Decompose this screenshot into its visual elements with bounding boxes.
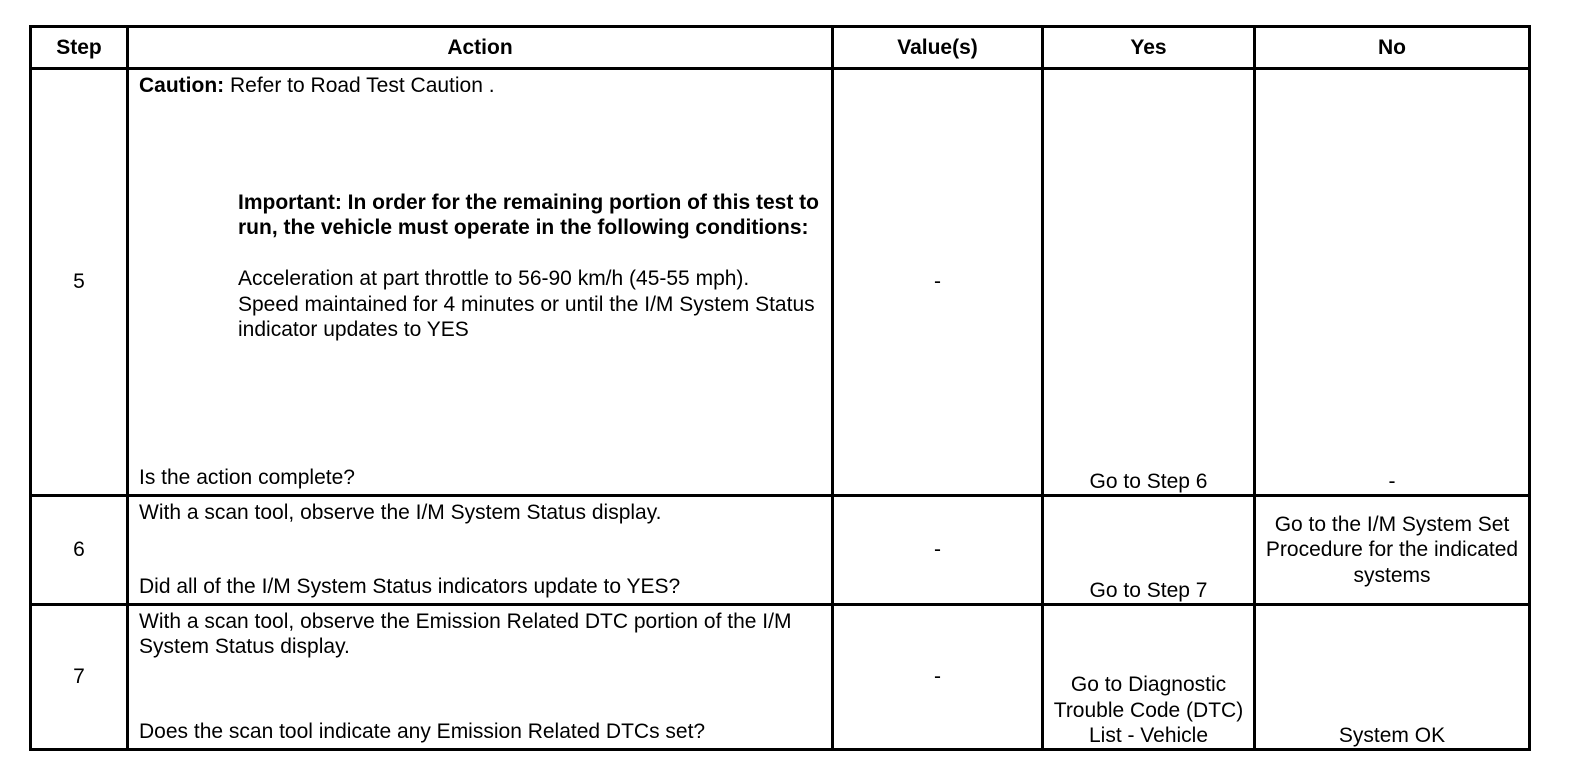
header-values: Value(s) [833,27,1043,69]
values-cell: - [833,605,1043,750]
question-text: Is the action complete? [139,465,355,489]
caution-line [139,73,822,98]
table-header-row [31,27,1530,69]
caution-text: Refer to Road Test Caution . [224,74,495,97]
condition-1: Acceleration at part throttle to 56-90 km/h (45-55 mph). [238,267,750,291]
header-yes: Yes [1043,27,1255,69]
no-cell: - [1255,69,1530,496]
step-number: 5 [31,69,128,496]
step-number: 7 [31,605,128,750]
instruction-text: With a scan tool, observe the I/M System Status display. [139,501,662,524]
header-step: Step [31,27,128,69]
yes-cell: Go to Diagnostic Trouble Code (DTC) List - Vehicle [1043,605,1255,750]
condition-2: Speed maintained for 4 minutes or until the I/M System Status indicator updates to YES [238,292,815,341]
values-cell: - [833,69,1043,496]
action-cell [128,605,833,750]
yes-cell: Go to Step 7 [1043,496,1255,605]
table-row-step-6 [31,496,1530,605]
action-cell [128,496,833,605]
important-text: Important: In order for the remaining portion of this test to run, the vehicle must operate in the following conditions: [238,191,819,240]
table-row-step-7 [31,605,1530,750]
question-text: Does the scan tool indicate any Emission Related DTCs set? [139,719,706,743]
important-note [238,190,828,342]
values-cell: - [833,496,1043,605]
header-action: Action [128,27,833,69]
step-number: 6 [31,496,128,605]
instruction-text: With a scan tool, observe the Emission Related DTC portion of the I/M System Status display. [139,610,792,659]
question-text: Did all of the I/M System Status indicators update to YES? [139,574,681,598]
caution-label: Caution: [139,74,225,97]
yes-cell: Go to Step 6 [1043,69,1255,496]
no-cell: Go to the I/M System Set Procedure for the indicated systems [1255,496,1530,605]
no-cell: System OK [1255,605,1530,750]
action-cell [128,69,833,496]
header-no: No [1255,27,1530,69]
diagnostic-table [29,25,1531,751]
table-row-step-5 [31,69,1530,496]
